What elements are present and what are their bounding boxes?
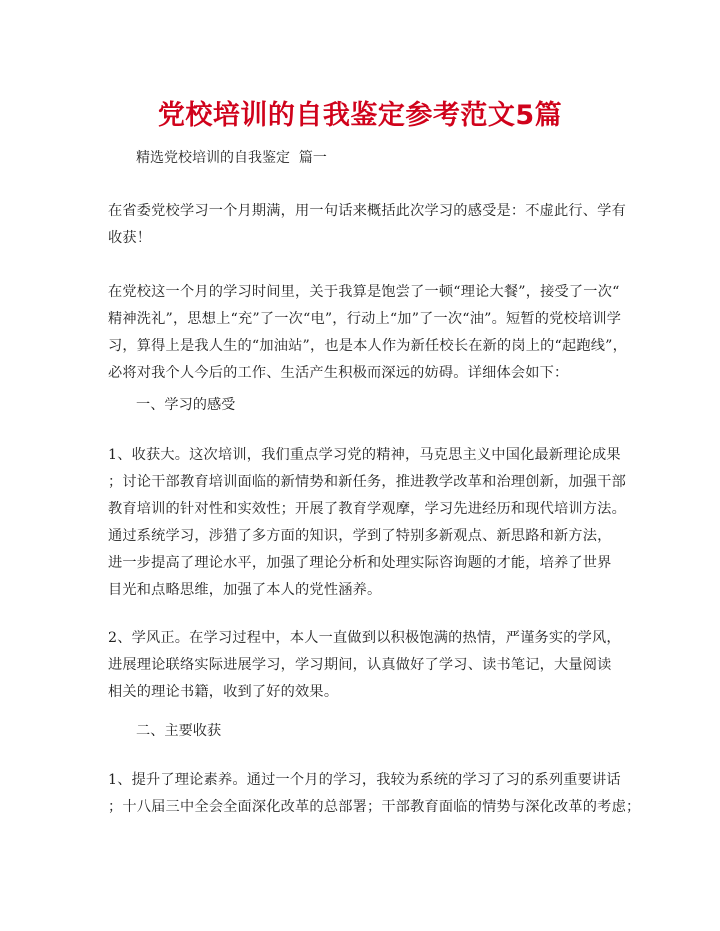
paragraph-point-2 bbox=[108, 625, 621, 706]
paragraph-overview bbox=[108, 279, 627, 387]
text-line: 2、学风正。在学习过程中，本人一直做到以积极饱满的热情，严谨务实的学风， bbox=[108, 630, 621, 646]
text-line: 进展理论联络实际进展学习，学习期间，认真做好了学习、读书笔记，大量阅读 bbox=[108, 657, 612, 673]
text-line: 必将对我个人今后的工作、生活产生积极而深远的妨碍。详细体会如下： bbox=[108, 365, 569, 381]
text-line: 1、提升了理论素养。通过一个月的学习，我较为系统的学习了习的系列重要讲话 bbox=[108, 772, 621, 788]
text-line: 收获！ bbox=[108, 230, 152, 246]
text-line: 在党校这一个月的学习时间里，关于我算是饱尝了一顿“理论大餐”，接受了一次“ bbox=[108, 284, 620, 300]
text-line: 进一步提高了理论水平，加强了理论分析和处理实际咨询题的才能，培养了世界 bbox=[108, 555, 612, 571]
document-title: 党校培训的自我鉴定参考范文5篇 bbox=[157, 100, 563, 131]
text-line: ；十八届三中全会全面深化改革的总部署；干部教育面临的情势与深化改革的考虑； bbox=[108, 799, 641, 815]
text-line: 习，算得上是我人生的“加油站”，也是本人作为新任校长在新的岗上的“起跑线”， bbox=[108, 338, 627, 354]
text-line: 目光和点略思维，加强了本人的党性涵养。 bbox=[108, 582, 382, 598]
text-line: 通过系统学习，涉猎了多方面的知识，学到了特别多新观点、新思路和新方法， bbox=[108, 528, 612, 544]
text-line: ；讨论干部教育培训面临的新情势和新任务，推进教学改革和治理创新，加强干部 bbox=[108, 474, 626, 490]
paragraph-intro bbox=[108, 198, 626, 252]
text-line: 1、收获大。这次培训，我们重点学习党的精神，马克思主义中国化最新理论成果 bbox=[108, 447, 621, 463]
section-heading-2: 二、主要收获 bbox=[136, 723, 222, 739]
paragraph-gain-1 bbox=[108, 767, 641, 821]
section-heading-1: 一、学习的感受 bbox=[136, 397, 236, 413]
text-line: 精神洗礼”，思想上“充”了一次“电”，行动上“加”了一次“油”。短暂的党校培训学 bbox=[108, 311, 622, 327]
text-line: 在省委党校学习一个月期满，用一句话来概括此次学习的感受是：不虚此行、学有 bbox=[108, 203, 626, 219]
text-line: 教育培训的针对性和实效性；开展了教育学观摩，学习先进经历和现代培训方法。 bbox=[108, 501, 626, 517]
text-line: 相关的理论书籍，收到了好的效果。 bbox=[108, 684, 339, 700]
document-subtitle: 精选党校培训的自我鉴定 篇一 bbox=[136, 150, 327, 166]
paragraph-point-1 bbox=[108, 442, 626, 604]
